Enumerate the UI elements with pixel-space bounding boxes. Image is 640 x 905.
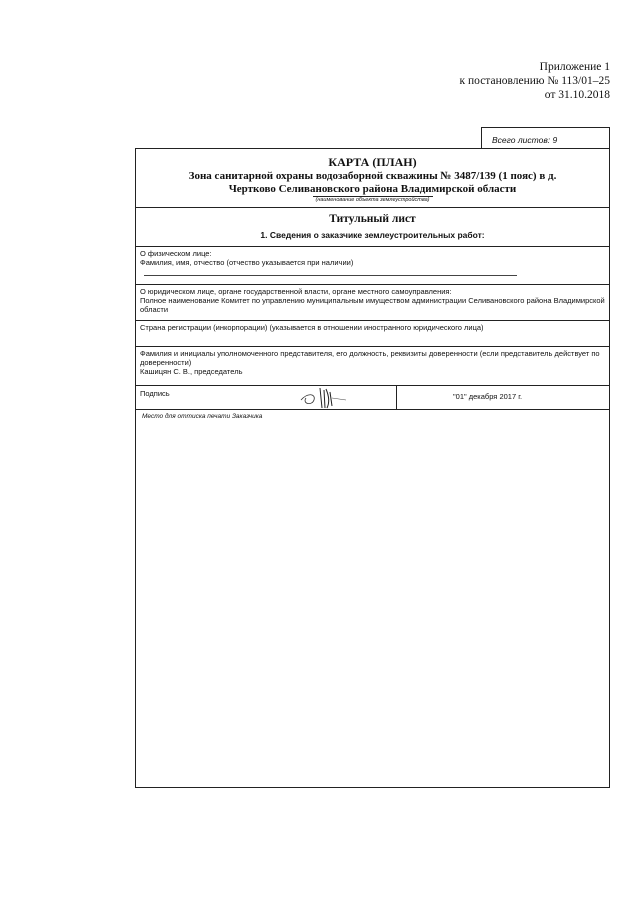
signature-row	[136, 386, 609, 410]
document-header	[136, 149, 609, 208]
stamp-place: Место для оттиска печати Заказчика	[142, 413, 263, 420]
handwritten-signature	[296, 386, 356, 410]
appendix-line-1: Приложение 1	[539, 61, 610, 73]
individual-fill-line	[144, 275, 517, 276]
signature-date: "01" декабря 2017 г.	[453, 392, 523, 401]
subtitle-line-1: Зона санитарной охраны водозаборной скважины № 3487/139 (1 пояс) в д.	[188, 170, 557, 182]
individual-label: О физическом лице:	[140, 249, 212, 258]
signature-label: Подпись	[140, 389, 170, 398]
signature-cell	[136, 386, 397, 409]
representative-label: Фамилия и инициалы уполномоченного представителя, его должность, реквизиты доверенности (если представитель действует по доверенности)	[140, 349, 600, 367]
representative-section	[136, 347, 609, 386]
sheets-count-box	[481, 127, 610, 149]
legal-entity-name: Полное наименование Комитет по управлению муниципальным имуществом администрации Селивановского района Владимирской области	[140, 296, 605, 314]
sheets-count: Всего листов: 9	[492, 135, 558, 145]
legal-entity-section	[136, 285, 609, 321]
appendix-block	[460, 60, 610, 102]
legal-entity-label: О юридическом лице, органе государственной власти, органе местного самоуправления:	[140, 287, 452, 296]
document-subtitle	[136, 170, 609, 196]
country-label: Страна регистрации (инкорпорации) (указывается в отношении иностранного юридического лица)	[140, 323, 484, 332]
document-frame	[135, 148, 610, 788]
object-caption	[136, 197, 609, 203]
individual-section	[136, 247, 609, 285]
appendix-line-3: от 31.10.2018	[544, 89, 610, 101]
individual-fio: Фамилия, имя, отчество (отчество указывается при наличии)	[140, 258, 354, 267]
subtitle-line-2: Чертково Селивановского района Владимирской области	[228, 183, 517, 195]
document-title: КАРТА (ПЛАН)	[328, 155, 417, 169]
date-cell	[397, 386, 609, 409]
representative-value: Кашицян С. В., председатель	[140, 367, 243, 376]
country-section	[136, 321, 609, 347]
appendix-line-2: к постановлению № 113/01–25	[459, 75, 610, 87]
object-caption-text: (наименование объекта землеустройства)	[313, 196, 433, 203]
section-customer-heading: 1. Сведения о заказчике землеустроительных работ:	[136, 230, 609, 247]
title-sheet-heading: Титульный лист	[329, 213, 416, 225]
